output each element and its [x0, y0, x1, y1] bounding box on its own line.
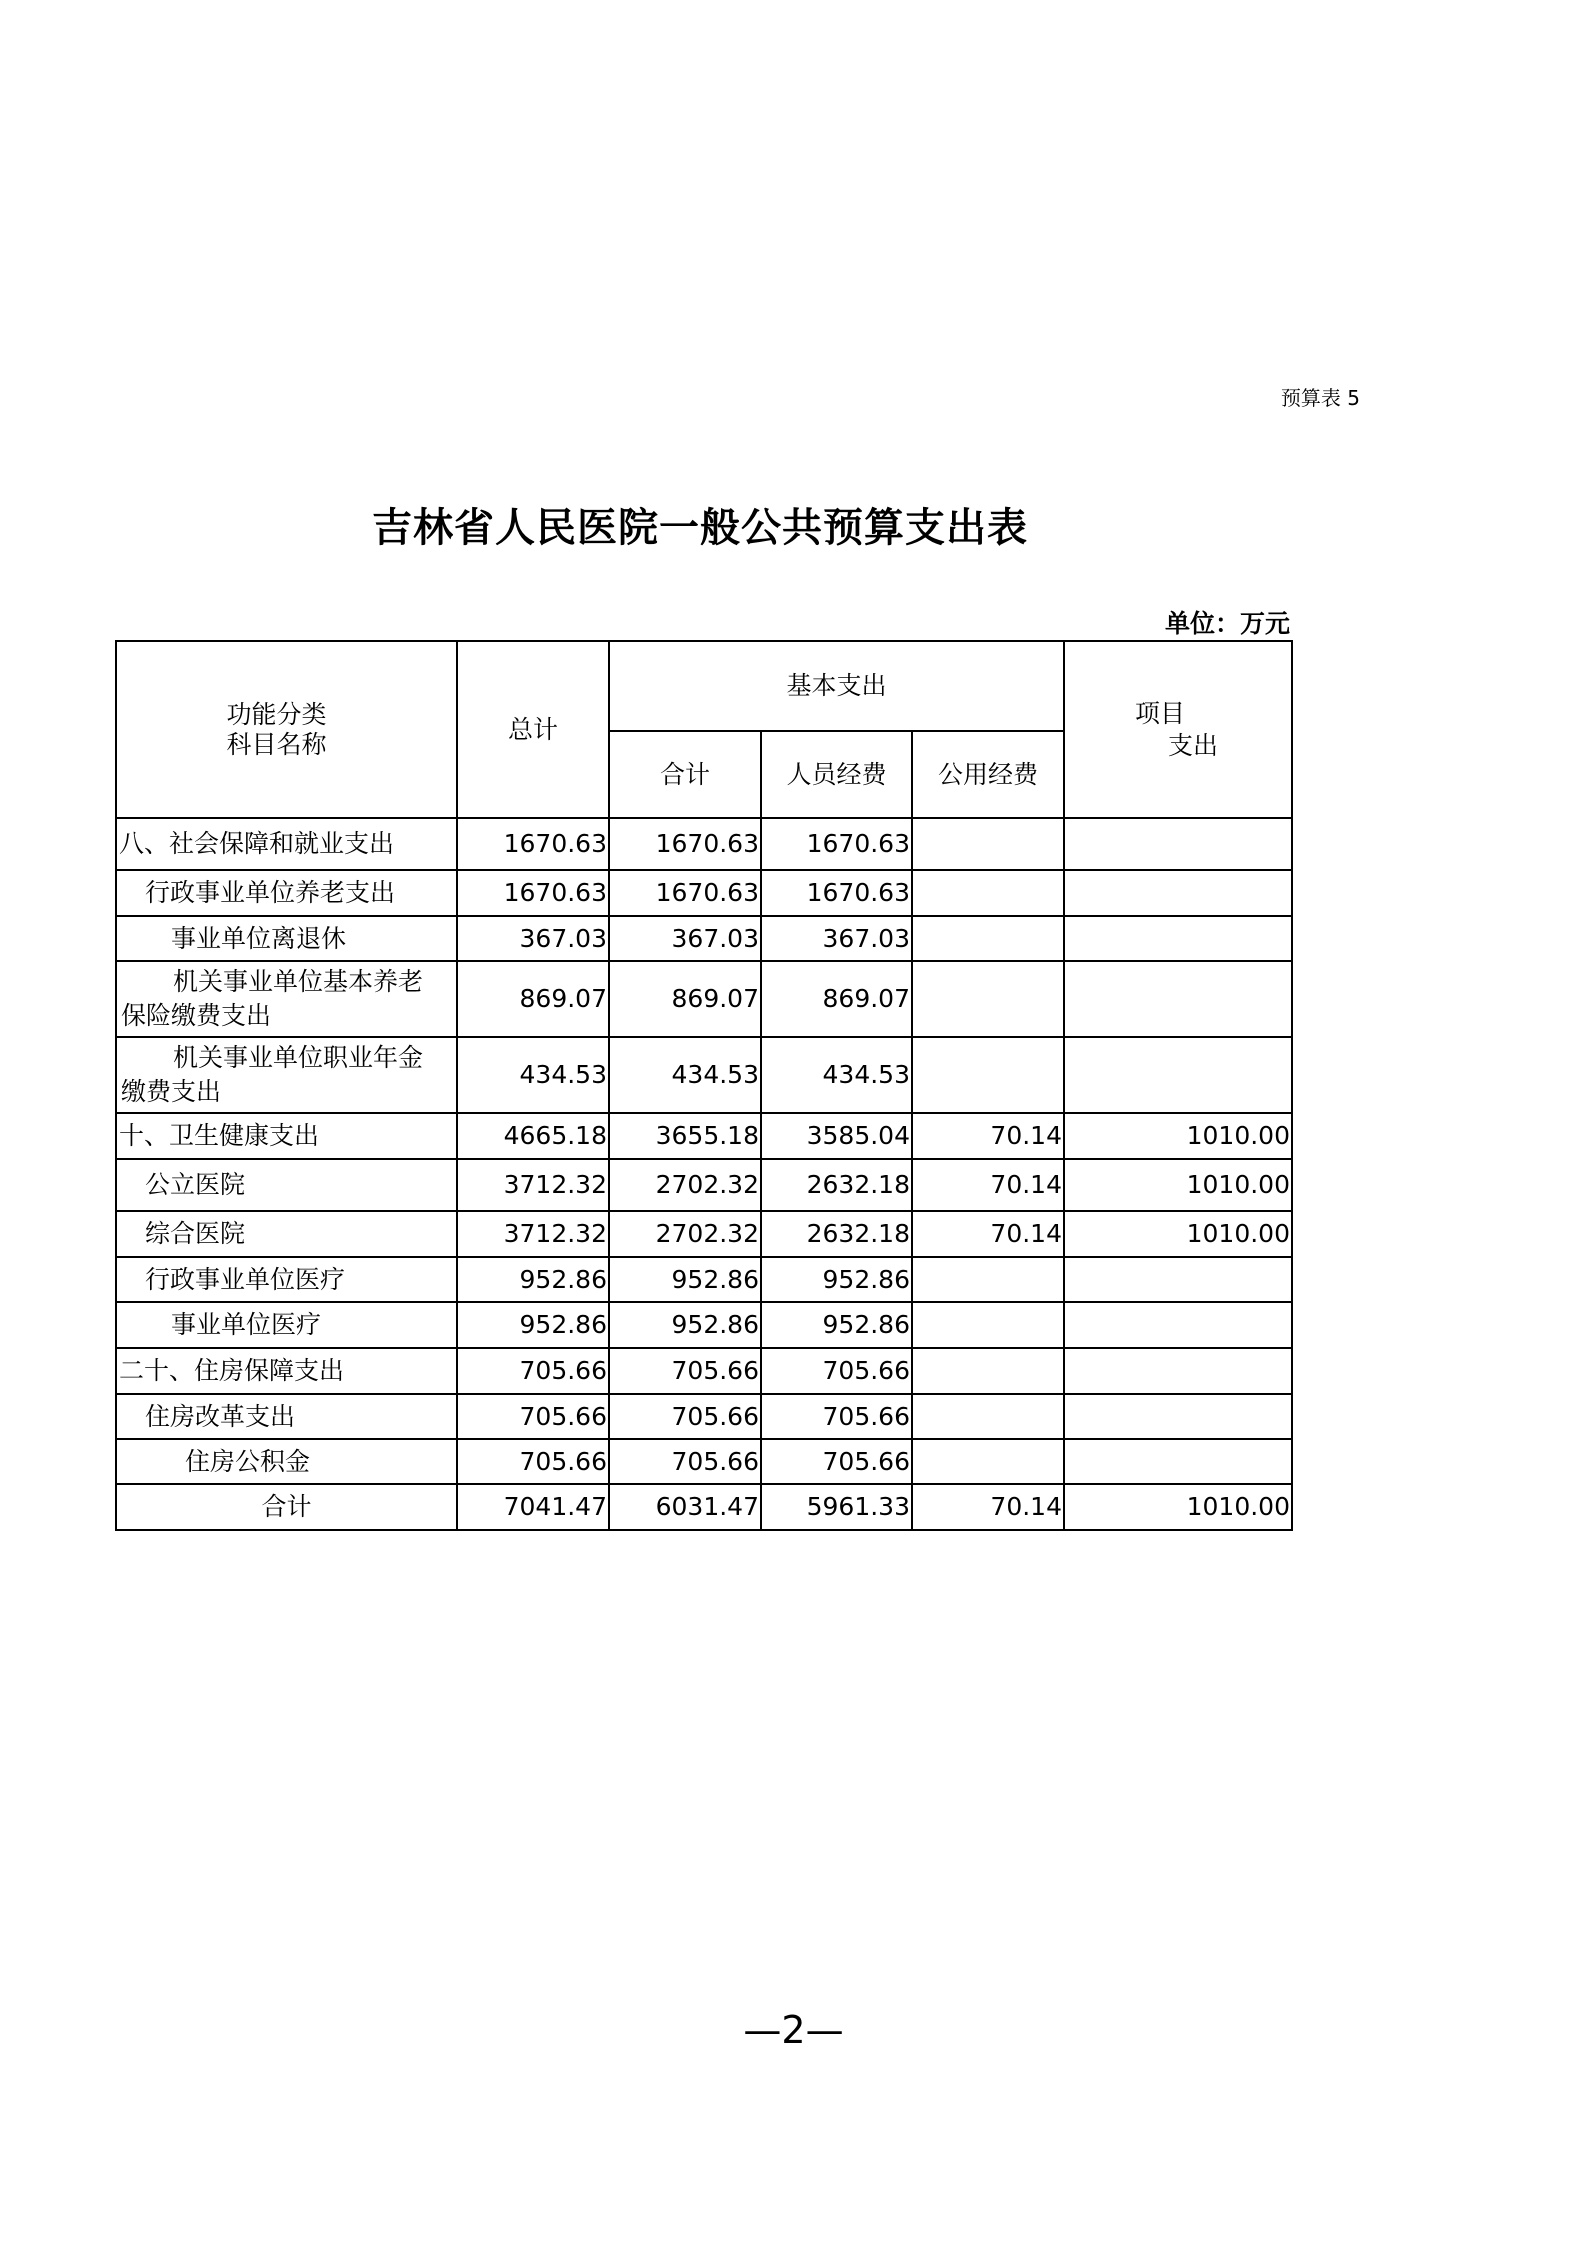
row-public — [912, 916, 1064, 961]
table-row — [116, 1439, 1292, 1484]
row-personnel: 952.86 — [761, 1257, 912, 1302]
row-name: 公立医院 — [116, 1159, 457, 1211]
row-name — [116, 1037, 457, 1113]
total-row-project: 1010.00 — [1064, 1484, 1292, 1530]
row-personnel: 2632.18 — [761, 1159, 912, 1211]
table-row — [116, 1159, 1292, 1211]
header-basic-sum: 合计 — [609, 731, 761, 818]
row-project — [1064, 818, 1292, 870]
row-project — [1064, 870, 1292, 916]
row-public — [912, 961, 1064, 1037]
row-project — [1064, 916, 1292, 961]
total-row-label: 合计 — [116, 1484, 457, 1530]
row-name: 十、卫生健康支出 — [116, 1113, 457, 1159]
table-row — [116, 870, 1292, 916]
row-name-line2: 保险缴费支出 — [121, 1001, 272, 1030]
row-project — [1064, 1394, 1292, 1439]
row-total: 4665.18 — [457, 1113, 609, 1159]
row-basic-sum: 869.07 — [609, 961, 761, 1037]
form-number: 预算表 5 — [1280, 386, 1360, 410]
total-row — [116, 1484, 1292, 1530]
header-basic: 基本支出 — [609, 641, 1064, 731]
table-row — [116, 1211, 1292, 1257]
row-basic-sum: 1670.63 — [609, 870, 761, 916]
row-project — [1064, 1439, 1292, 1484]
row-project: 1010.00 — [1064, 1113, 1292, 1159]
row-total: 1670.63 — [457, 818, 609, 870]
row-public — [912, 1348, 1064, 1394]
header-subject-line2: 科目名称 — [226, 729, 327, 759]
row-personnel: 705.66 — [761, 1394, 912, 1439]
row-total: 705.66 — [457, 1348, 609, 1394]
row-public: 70.14 — [912, 1211, 1064, 1257]
row-basic-sum: 952.86 — [609, 1257, 761, 1302]
header-project — [1064, 641, 1292, 818]
row-public: 70.14 — [912, 1159, 1064, 1211]
row-basic-sum: 2702.32 — [609, 1159, 761, 1211]
row-total: 869.07 — [457, 961, 609, 1037]
row-basic-sum: 367.03 — [609, 916, 761, 961]
table-row — [116, 1302, 1292, 1348]
row-name: 综合医院 — [116, 1211, 457, 1257]
row-project: 1010.00 — [1064, 1211, 1292, 1257]
table-row — [116, 1394, 1292, 1439]
row-basic-sum: 705.66 — [609, 1394, 761, 1439]
total-row-personnel: 5961.33 — [761, 1484, 912, 1530]
row-project — [1064, 961, 1292, 1037]
table-row — [116, 818, 1292, 870]
row-project — [1064, 1302, 1292, 1348]
row-personnel: 705.66 — [761, 1348, 912, 1394]
row-project — [1064, 1348, 1292, 1394]
row-basic-sum: 952.86 — [609, 1302, 761, 1348]
row-name: 二十、住房保障支出 — [116, 1348, 457, 1394]
row-project: 1010.00 — [1064, 1159, 1292, 1211]
table-row — [116, 1037, 1292, 1113]
row-public — [912, 1257, 1064, 1302]
table-row — [116, 1257, 1292, 1302]
row-name: 行政事业单位养老支出 — [116, 870, 457, 916]
total-row-public: 70.14 — [912, 1484, 1064, 1530]
header-row-1 — [116, 641, 1292, 731]
unit-label: 单位：万元 — [1164, 609, 1290, 638]
table-row — [116, 1348, 1292, 1394]
row-basic-sum: 705.66 — [609, 1348, 761, 1394]
header-subject — [116, 641, 457, 818]
row-basic-sum: 705.66 — [609, 1439, 761, 1484]
row-total: 952.86 — [457, 1302, 609, 1348]
row-personnel: 952.86 — [761, 1302, 912, 1348]
table-row — [116, 961, 1292, 1037]
header-personnel: 人员经费 — [761, 731, 912, 818]
budget-table — [115, 640, 1293, 1531]
header-subject-line1: 功能分类 — [226, 699, 327, 729]
row-basic-sum: 434.53 — [609, 1037, 761, 1113]
row-total: 367.03 — [457, 916, 609, 961]
row-basic-sum: 1670.63 — [609, 818, 761, 870]
row-public — [912, 870, 1064, 916]
row-public — [912, 818, 1064, 870]
row-project — [1064, 1037, 1292, 1113]
row-name: 住房改革支出 — [116, 1394, 457, 1439]
row-total: 705.66 — [457, 1394, 609, 1439]
row-public — [912, 1394, 1064, 1439]
page-number: —2— — [743, 2008, 844, 2052]
table-row — [116, 916, 1292, 961]
row-public: 70.14 — [912, 1113, 1064, 1159]
row-public — [912, 1037, 1064, 1113]
row-personnel: 3585.04 — [761, 1113, 912, 1159]
row-personnel: 367.03 — [761, 916, 912, 961]
total-row-basic-sum: 6031.47 — [609, 1484, 761, 1530]
row-name-line1: 机关事业单位职业年金 — [173, 1043, 424, 1072]
row-personnel: 434.53 — [761, 1037, 912, 1113]
row-total: 952.86 — [457, 1257, 609, 1302]
header-total: 总计 — [457, 641, 609, 818]
row-name: 事业单位离退休 — [116, 916, 457, 961]
row-total: 3712.32 — [457, 1211, 609, 1257]
row-personnel: 2632.18 — [761, 1211, 912, 1257]
row-name: 八、社会保障和就业支出 — [116, 818, 457, 870]
header-project-line1: 项目 — [1134, 698, 1185, 728]
total-row-total: 7041.47 — [457, 1484, 609, 1530]
row-personnel: 869.07 — [761, 961, 912, 1037]
row-public — [912, 1302, 1064, 1348]
row-basic-sum: 3655.18 — [609, 1113, 761, 1159]
row-personnel: 705.66 — [761, 1439, 912, 1484]
row-project — [1064, 1257, 1292, 1302]
row-name: 行政事业单位医疗 — [116, 1257, 457, 1302]
row-personnel: 1670.63 — [761, 870, 912, 916]
header-public: 公用经费 — [912, 731, 1064, 818]
row-public — [912, 1439, 1064, 1484]
header-project-line2: 支出 — [1167, 730, 1218, 760]
row-name — [116, 961, 457, 1037]
row-total: 434.53 — [457, 1037, 609, 1113]
row-name: 事业单位医疗 — [116, 1302, 457, 1348]
table-row — [116, 1113, 1292, 1159]
row-total: 3712.32 — [457, 1159, 609, 1211]
row-total: 705.66 — [457, 1439, 609, 1484]
page-title: 吉林省人民医院一般公共预算支出表 — [372, 505, 1028, 551]
row-name-line2: 缴费支出 — [121, 1077, 222, 1106]
row-total: 1670.63 — [457, 870, 609, 916]
row-name-line1: 机关事业单位基本养老 — [173, 967, 424, 996]
row-basic-sum: 2702.32 — [609, 1211, 761, 1257]
row-name: 住房公积金 — [116, 1439, 457, 1484]
row-personnel: 1670.63 — [761, 818, 912, 870]
